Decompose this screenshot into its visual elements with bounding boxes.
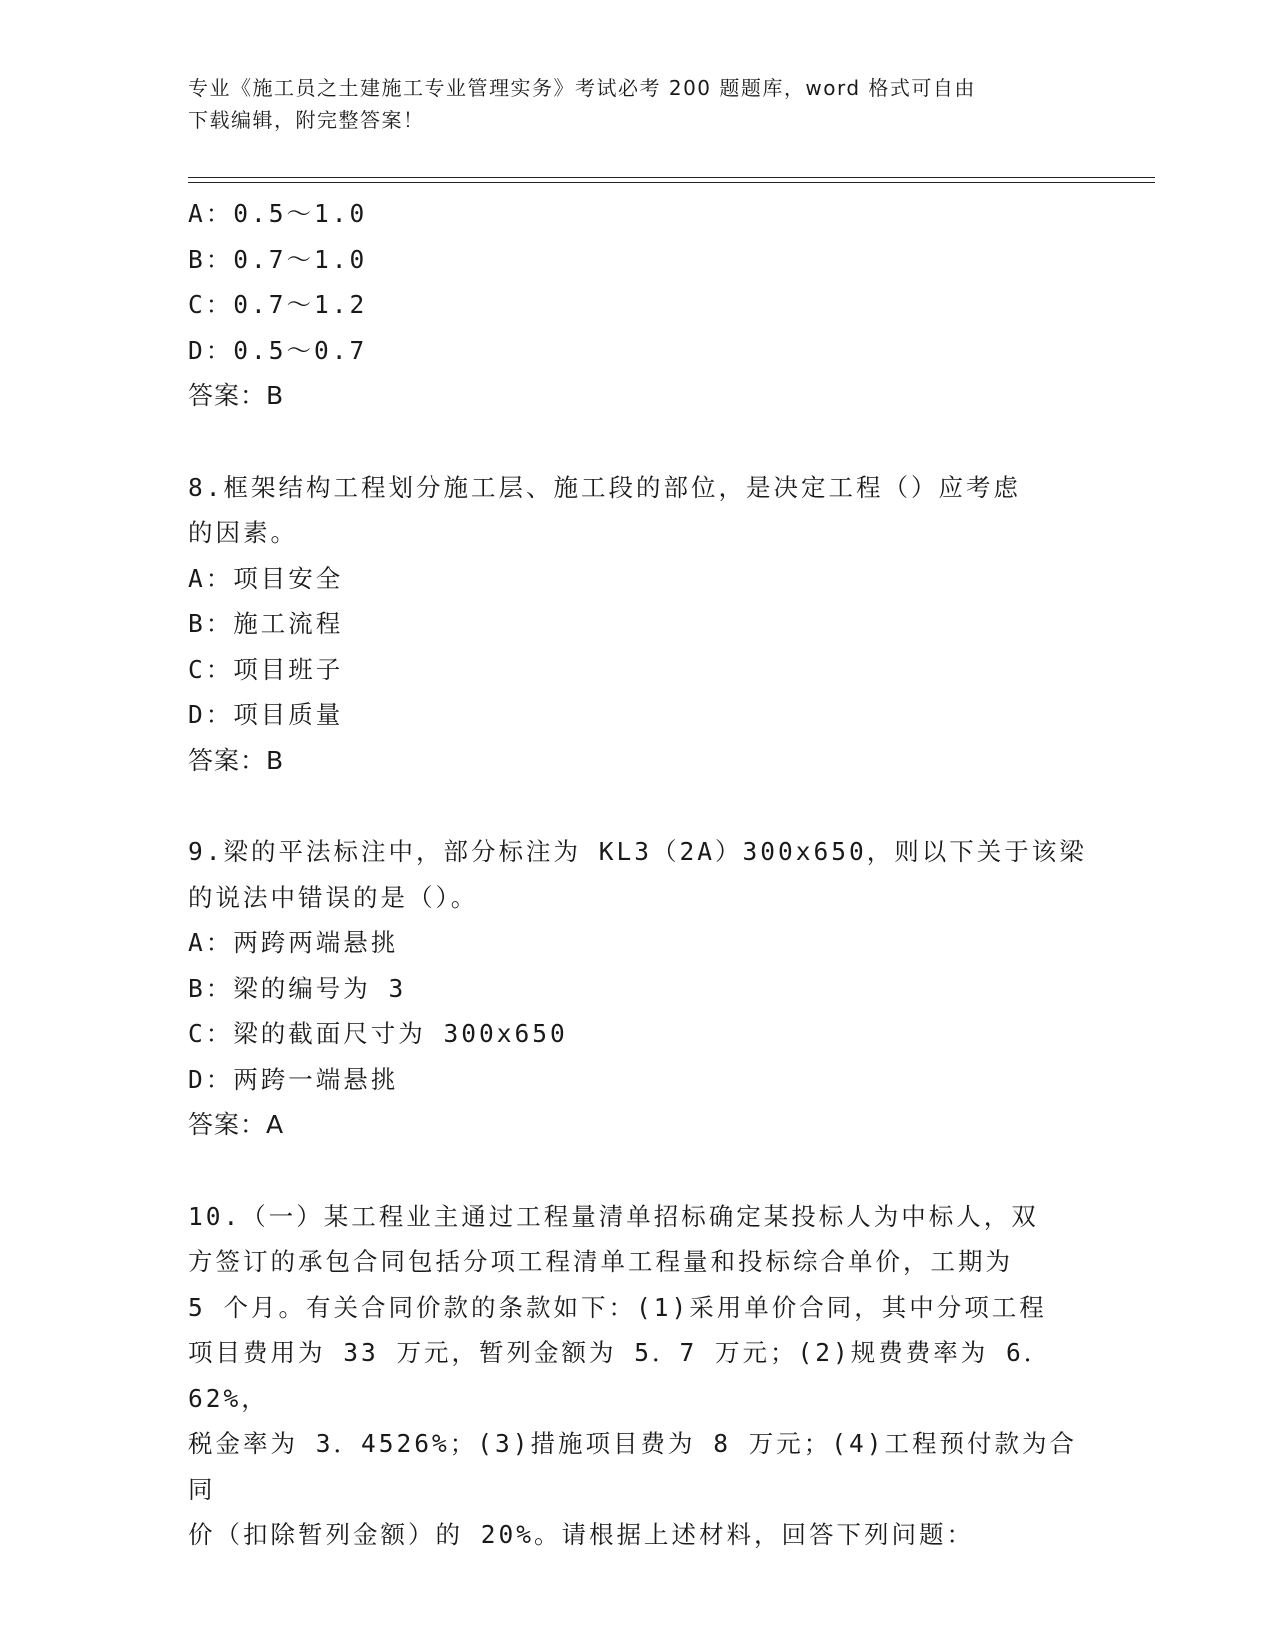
option-a: A：两跨两端悬挑 (188, 928, 399, 957)
header-rule-top (188, 177, 1155, 178)
answer: 答案：B (188, 381, 285, 410)
question-9 (188, 829, 1088, 1148)
option-d: D：两跨一端悬挑 (188, 1064, 399, 1094)
question-8 (188, 465, 1088, 784)
option-b: B：0.7～1.0 (188, 244, 368, 274)
question-text-line-1: 10.（一）某工程业主通过工程量清单招标确定某投标人为中标人，双 (188, 1201, 1039, 1231)
option-a: A：项目安全 (188, 563, 344, 593)
question-text-line-3: 5 个月。有关合同价款的条款如下：(1)采用单价合同，其中分项工程 (188, 1292, 1047, 1322)
header-rule-bottom (188, 182, 1155, 183)
option-b: B：梁的编号为 3 (188, 973, 407, 1003)
document-body (188, 191, 1088, 1558)
answer: 答案：A (188, 1110, 285, 1139)
spacer (188, 1148, 1088, 1194)
option-c: C：0.7～1.2 (188, 290, 368, 319)
spacer (188, 783, 1088, 829)
option-d: D：项目质量 (188, 700, 344, 729)
header-line-1: 专业《施工员之土建施工专业管理实务》考试必考 200 题题库，word 格式可自由 (188, 76, 976, 100)
question-text-line-4: 项目费用为 33 万元，暂列金额为 5．7 万元；(2)规费费率为 6．62%， (188, 1338, 1052, 1413)
question-7 (188, 191, 1088, 419)
question-stem-line-2: 的因素。 (188, 518, 298, 547)
answer: 答案：B (188, 745, 285, 775)
option-a: A：0.5～1.0 (188, 199, 368, 228)
spacer (188, 419, 1088, 465)
question-10 (188, 1194, 1088, 1558)
question-stem-line-1: 9.梁的平法标注中，部分标注为 KL3（2A）300x650，则以下关于该梁 (188, 837, 1087, 866)
option-d: D：0.5～0.7 (188, 335, 368, 365)
option-b: B：施工流程 (188, 609, 344, 638)
option-c: C：项目班子 (188, 654, 344, 684)
question-text-line-5: 税金率为 3．4526%；(3)措施项目费为 8 万元；(4)工程预付款为合同 (188, 1429, 1078, 1504)
option-c: C：梁的截面尺寸为 300x650 (188, 1019, 568, 1048)
question-stem-line-1: 8.框架结构工程划分施工层、施工段的部位，是决定工程（）应考虑 (188, 472, 1021, 502)
document-header (188, 72, 1068, 136)
question-stem-line-2: 的说法中错误的是（）。 (188, 882, 479, 912)
question-text-line-6: 价（扣除暂列金额）的 20%。请根据上述材料，回答下列问题： (188, 1520, 974, 1549)
header-line-2: 下载编辑，附完整答案！ (188, 108, 425, 132)
question-text-line-2: 方签订的承包合同包括分项工程清单工程量和投标综合单价，工期为 (188, 1247, 1013, 1276)
